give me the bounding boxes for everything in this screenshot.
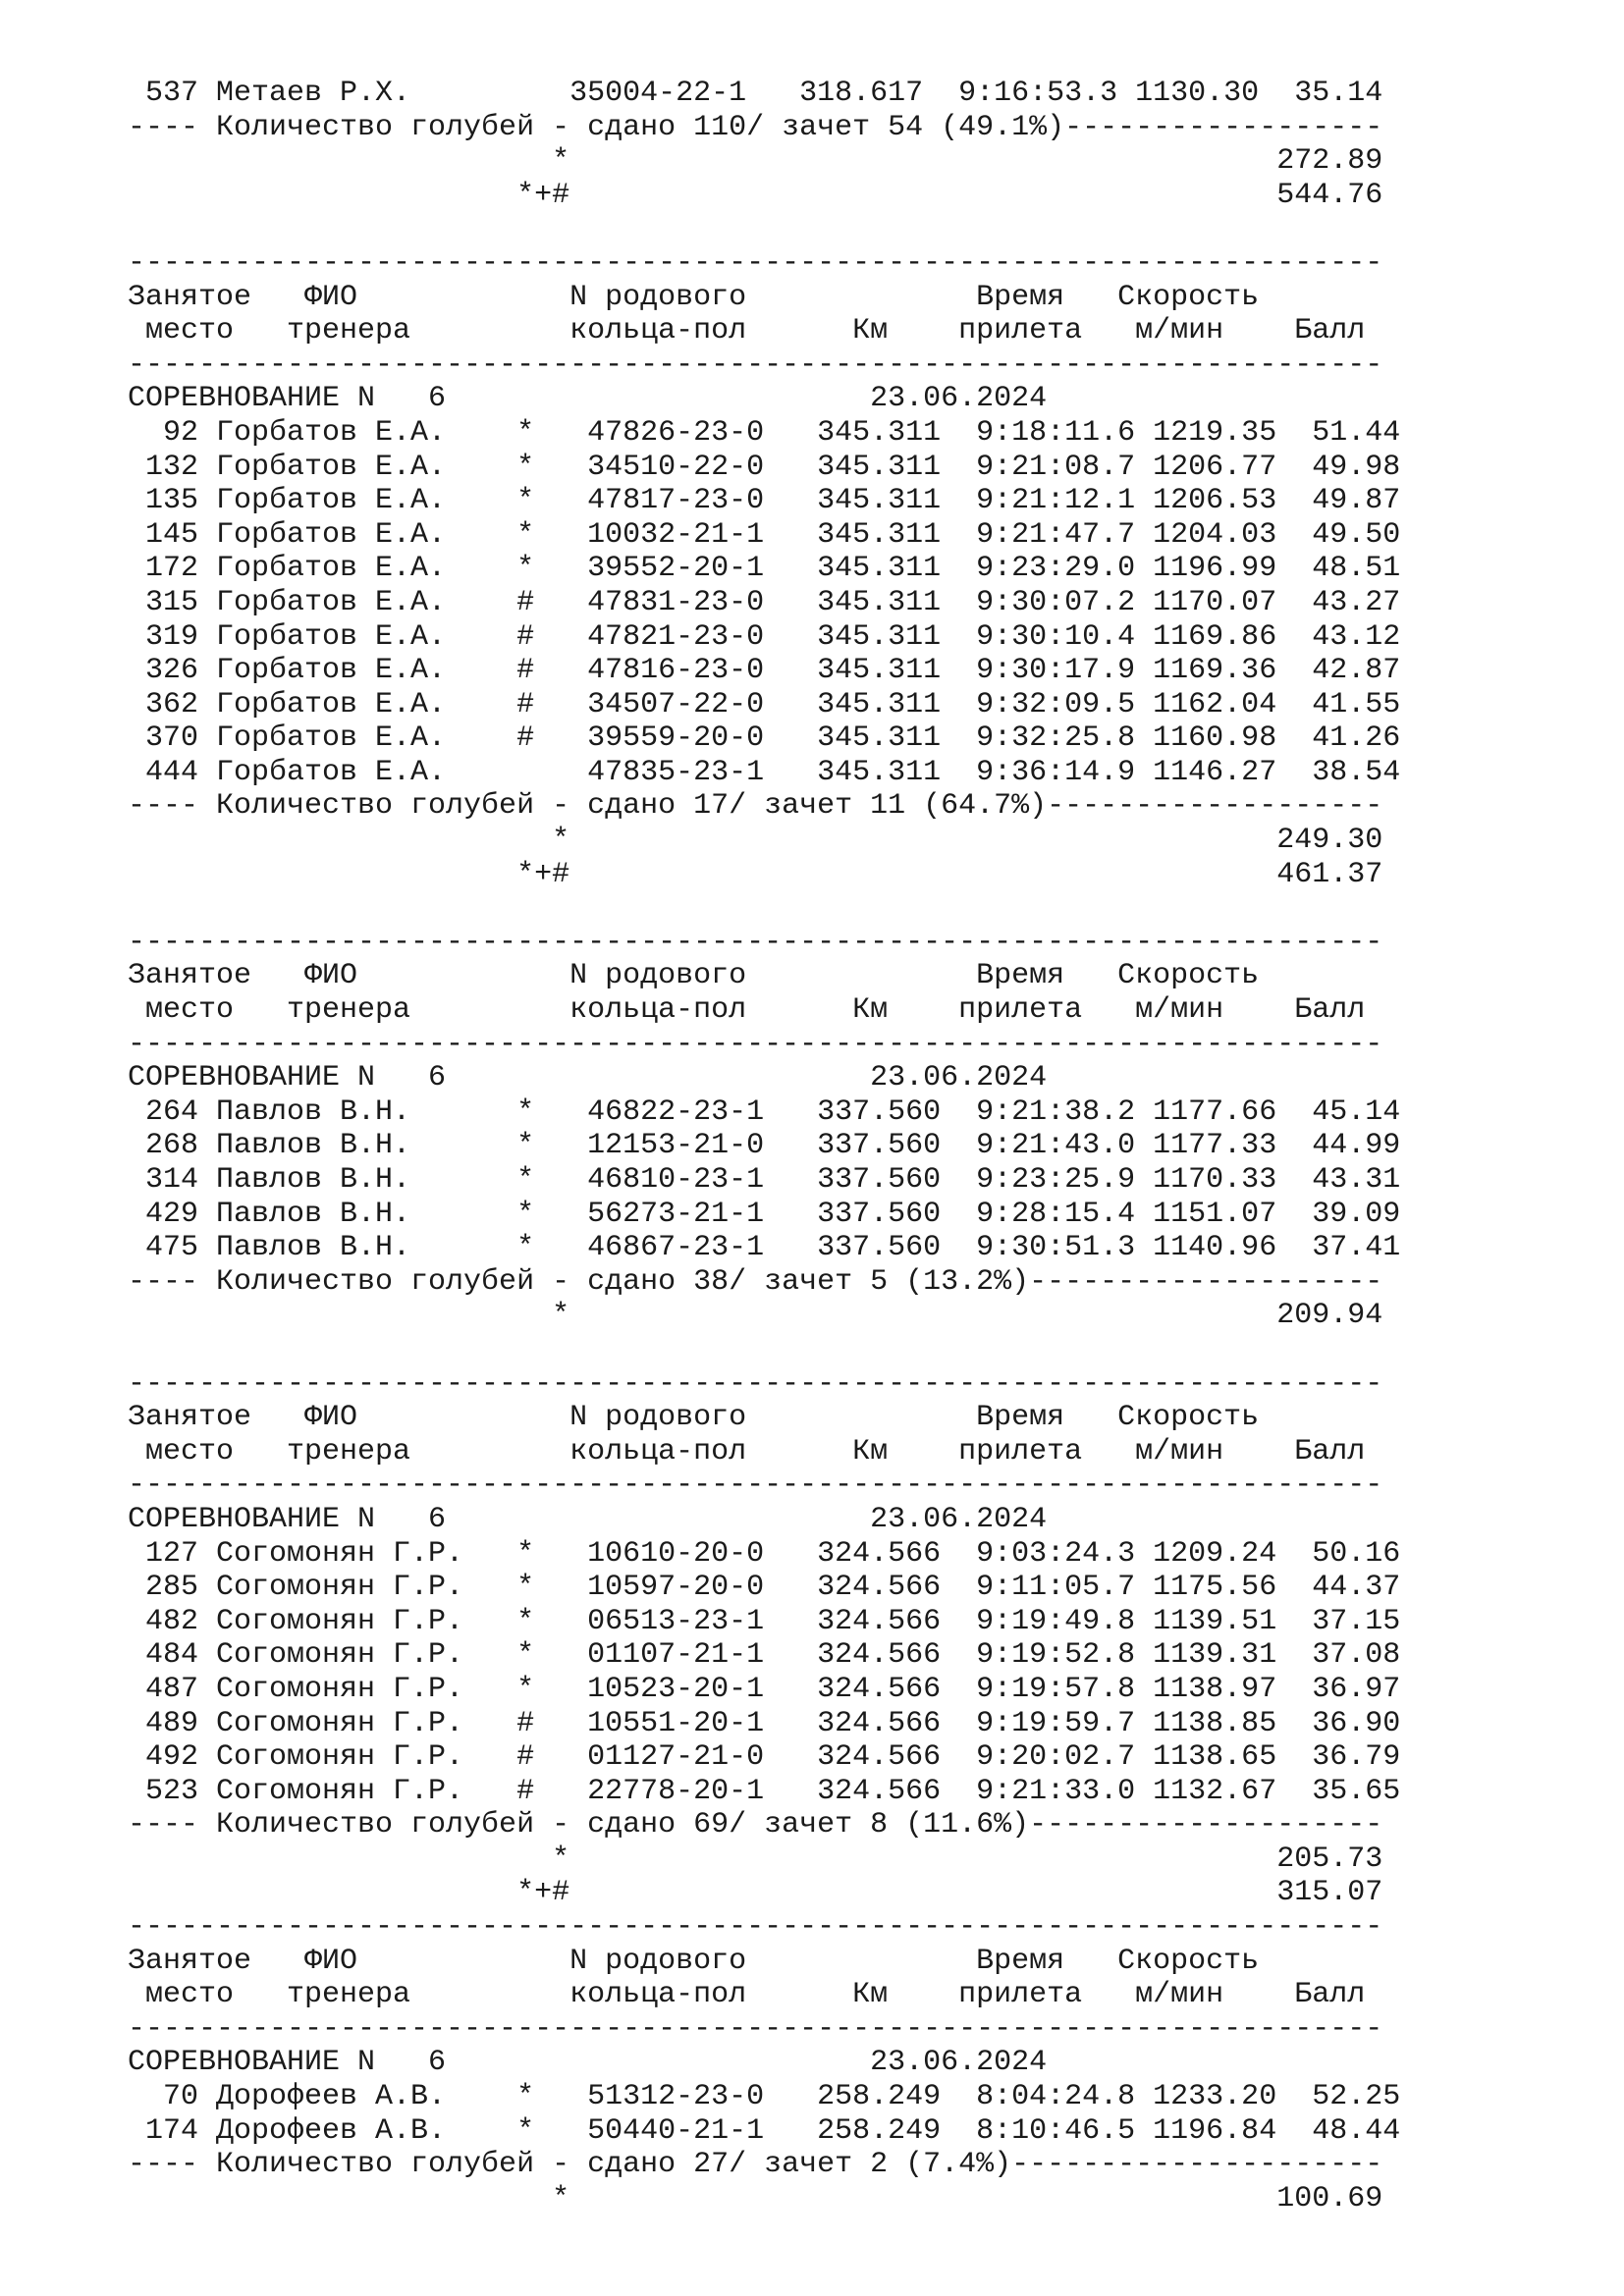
result-row: 362 Горбатов Е.А. # 34507-22-0 345.311 9:32:09.5 1162.04 41.55 (128, 687, 1401, 721)
summary-line: ---- Количество голубей - сдано 69/ зачет 8 (11.6%)-------------------- (128, 1808, 1383, 1842)
result-row: 285 Согомонян Г.Р. * 10597-20-0 324.566 9:11:05.7 1175.56 44.37 (128, 1571, 1401, 1605)
result-row: 444 Горбатов Е.А. 47835-23-1 345.311 9:36:14.9 1146.27 38.54 (128, 755, 1401, 789)
points-total-line: * 249.30 (128, 824, 1383, 858)
result-row: 523 Согомонян Г.Р. # 22778-20-1 324.566 9:21:33.0 1132.67 35.65 (128, 1774, 1401, 1808)
result-row: 172 Горбатов Е.А. * 39552-20-1 345.311 9:23:29.0 1196.99 48.51 (128, 552, 1401, 586)
results-printout (128, 77, 1400, 2216)
result-row: 487 Согомонян Г.Р. * 10523-20-1 324.566 9:19:57.8 1138.97 36.97 (128, 1672, 1401, 1706)
competition-line: СОРЕВНОВАНИЕ N 6 23.06.2024 (128, 1061, 1048, 1095)
result-row: 92 Горбатов Е.А. * 47826-23-0 345.311 9:18:11.6 1219.35 51.44 (128, 415, 1401, 450)
blank-line (128, 891, 1400, 926)
result-row: 475 Павлов В.Н. * 46867-23-1 337.560 9:30:51.3 1140.96 37.41 (128, 1231, 1401, 1265)
result-row: 326 Горбатов Е.А. # 47816-23-0 345.311 9:30:17.9 1169.36 42.87 (128, 654, 1401, 688)
result-row: 174 Дорофеев А.В. * 50440-21-1 258.249 8:10:46.5 1196.84 48.44 (128, 2113, 1401, 2148)
competition-line: СОРЕВНОВАНИЕ N 6 23.06.2024 (128, 382, 1048, 416)
result-row: 429 Павлов В.Н. * 56273-21-1 337.560 9:28:15.4 1151.07 39.09 (128, 1197, 1401, 1231)
result-row: 127 Согомонян Г.Р. * 10610-20-0 324.566 9:03:24.3 1209.24 50.16 (128, 1536, 1401, 1571)
separator-line: ----------------------------------------------------------------------- (128, 1910, 1383, 1945)
column-header-line: Занятое ФИО N родового Время Скорость (128, 959, 1260, 993)
blank-line (128, 1333, 1400, 1367)
separator-line: ----------------------------------------------------------------------- (128, 1468, 1383, 1503)
result-row: 489 Согомонян Г.Р. # 10551-20-1 324.566 9:19:59.7 1138.85 36.90 (128, 1706, 1401, 1740)
result-row: 482 Согомонян Г.Р. * 06513-23-1 324.566 9:19:49.8 1139.51 37.15 (128, 1604, 1401, 1638)
points-total-line: * 272.89 (128, 144, 1383, 179)
result-row: 145 Горбатов Е.А. * 10032-21-1 345.311 9:21:47.7 1204.03 49.50 (128, 517, 1401, 552)
result-row: 70 Дорофеев А.В. * 51312-23-0 258.249 8:04:24.8 1233.20 52.25 (128, 2080, 1401, 2114)
column-header-line: Занятое ФИО N родового Время Скорость (128, 280, 1260, 314)
separator-line: ----------------------------------------------------------------------- (128, 2011, 1383, 2046)
blank-line (128, 212, 1400, 246)
column-header-line: Занятое ФИО N родового Время Скорость (128, 1401, 1260, 1435)
result-row: 537 Метаев Р.Х. 35004-22-1 318.617 9:16:53.3 1130.30 35.14 (128, 77, 1383, 110)
column-header-line: место тренера кольца-пол Км прилета м/мин Балл (128, 1978, 1366, 2012)
result-row: 370 Горбатов Е.А. # 39559-20-0 345.311 9:32:25.8 1160.98 41.26 (128, 721, 1401, 756)
competition-line: СОРЕВНОВАНИЕ N 6 23.06.2024 (128, 1502, 1048, 1536)
result-row: 484 Согомонян Г.Р. * 01107-21-1 324.566 9:19:52.8 1139.31 37.08 (128, 1638, 1401, 1673)
separator-line: ----------------------------------------------------------------------- (128, 925, 1383, 959)
separator-line: ----------------------------------------------------------------------- (128, 347, 1383, 382)
separator-line: ----------------------------------------------------------------------- (128, 1366, 1383, 1401)
separator-line: ----------------------------------------------------------------------- (128, 245, 1383, 280)
column-header-line: Занятое ФИО N родового Время Скорость (128, 1944, 1260, 1978)
points-total-line: * 209.94 (128, 1299, 1383, 1333)
column-header-line: место тренера кольца-пол Км прилета м/мин Балл (128, 314, 1366, 348)
summary-line: ---- Количество голубей - сдано 27/ зачет 2 (7.4%)--------------------- (128, 2148, 1383, 2182)
result-row: 319 Горбатов Е.А. # 47821-23-0 345.311 9:30:10.4 1169.86 43.12 (128, 619, 1401, 654)
result-row: 135 Горбатов Е.А. * 47817-23-0 345.311 9:21:12.1 1206.53 49.87 (128, 484, 1401, 518)
column-header-line: место тренера кольца-пол Км прилета м/мин Балл (128, 1434, 1366, 1468)
points-total-line: * 100.69 (128, 2181, 1383, 2216)
summary-line: ---- Количество голубей - сдано 38/ зачет 5 (13.2%)-------------------- (128, 1264, 1383, 1299)
competition-line: СОРЕВНОВАНИЕ N 6 23.06.2024 (128, 2046, 1048, 2080)
result-row: 315 Горбатов Е.А. # 47831-23-0 345.311 9:30:07.2 1170.07 43.27 (128, 585, 1401, 619)
summary-line: ---- Количество голубей - сдано 17/ зачет 11 (64.7%)------------------- (128, 789, 1383, 824)
separator-line: ----------------------------------------------------------------------- (128, 1027, 1383, 1061)
points-total-line: *+# 461.37 (128, 857, 1383, 891)
result-row: 132 Горбатов Е.А. * 34510-22-0 345.311 9:21:08.7 1206.77 49.98 (128, 450, 1401, 484)
result-row: 314 Павлов В.Н. * 46810-23-1 337.560 9:23:25.9 1170.33 43.31 (128, 1163, 1401, 1197)
column-header-line: место тренера кольца-пол Км прилета м/мин Балл (128, 993, 1366, 1028)
points-total-line: * 205.73 (128, 1842, 1383, 1876)
points-total-line: *+# 315.07 (128, 1876, 1383, 1910)
result-row: 492 Согомонян Г.Р. # 01127-21-0 324.566 9:20:02.7 1138.65 36.79 (128, 1740, 1401, 1775)
summary-line: ---- Количество голубей - сдано 110/ зачет 54 (49.1%)------------------ (128, 110, 1383, 144)
result-row: 264 Павлов В.Н. * 46822-23-1 337.560 9:21:38.2 1177.66 45.14 (128, 1095, 1401, 1129)
result-row: 268 Павлов В.Н. * 12153-21-0 337.560 9:21:43.0 1177.33 44.99 (128, 1129, 1401, 1163)
points-total-line: *+# 544.76 (128, 178, 1383, 212)
